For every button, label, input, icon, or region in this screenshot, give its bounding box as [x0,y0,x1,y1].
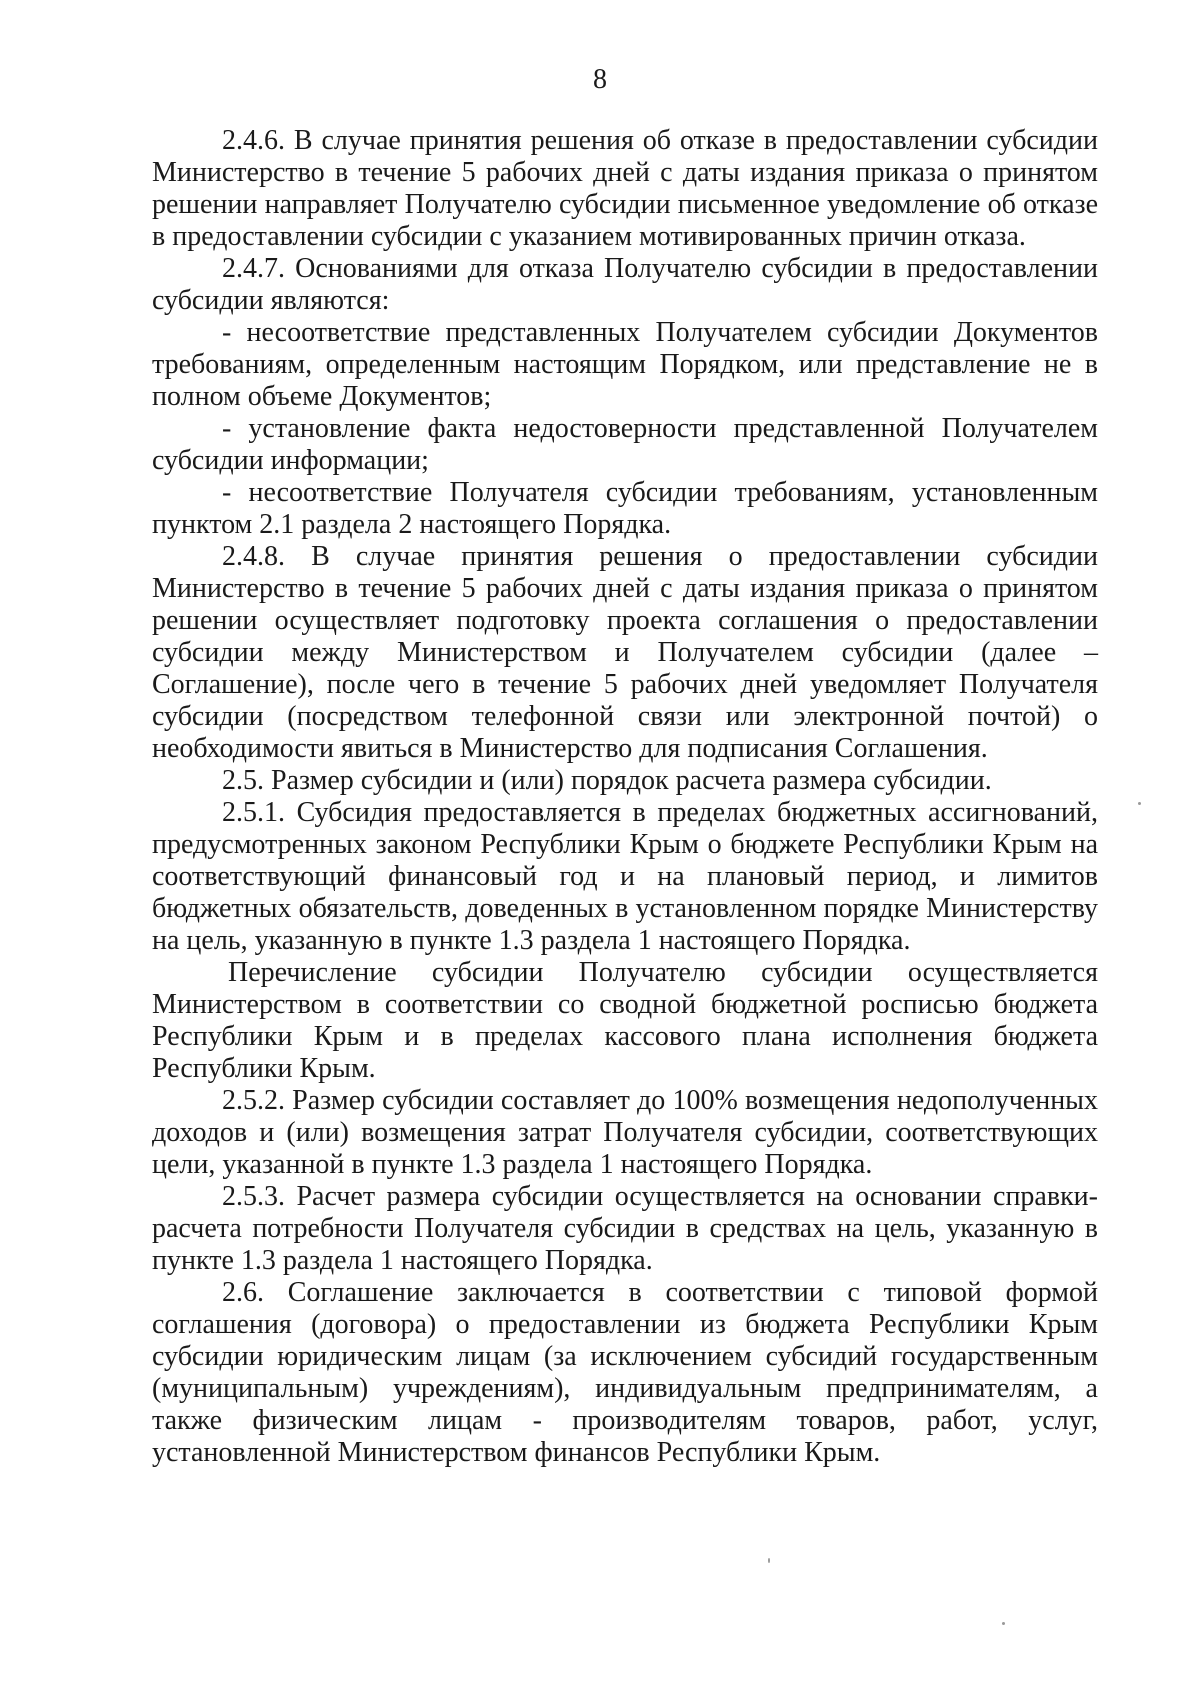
scan-speck [1138,802,1141,805]
list-item-noncompliance-requirements: - несоответствие Получателя субсидии требованиям, установленным пунктом 2.1 раздела 2 настоящего Порядка. [152,477,1098,540]
list-item-noncompliance-documents: - несоответствие представленных Получателем субсидии Документов требованиям, определенным настоящим Порядком, или представление не в полном объеме Документов; [152,317,1098,412]
paragraph-2-4-6: 2.4.6. В случае принятия решения об отказе в предоставлении субсидии Министерство в течение 5 рабочих дней с даты издания приказа о принятом решении направляет Получателю субсидии письменное уведомление об отказе в предоставлении субсидии с указанием мотивированных причин отказа. [152,125,1098,252]
scan-speck [1002,1622,1005,1625]
scan-speck [768,1558,770,1563]
page-number: 8 [593,64,607,95]
list-item-false-information: - установление факта недостоверности представленной Получателем субсидии информации; [152,413,1098,476]
paragraph-2-4-8: 2.4.8. В случае принятия решения о предоставлении субсидии Министерство в течение 5 рабочих дней с даты издания приказа о принятом решении осуществляет подготовку проекта соглашения о предоставлении субсидии между Министерством и Получателем субсидии (далее – Соглашение), после чего в течение 5 рабочих дней уведомляет Получателя субсидии (посредством телефонной связи или электронной почтой) о необходимости явиться в Министерство для подписания Соглашения. [152,541,1098,764]
paragraph-2-5-2: 2.5.2. Размер субсидии составляет до 100% возмещения недополученных доходов и (или) возмещения затрат Получателя субсидии, соответствующих цели, указанной в пункте 1.3 раздела 1 настоящего Порядка. [152,1085,1098,1180]
paragraph-2-5-3: 2.5.3. Расчет размера субсидии осуществляется на основании справки-расчета потребности Получателя субсидии в средствах на цель, указанную в пункте 1.3 раздела 1 настоящего Порядка. [152,1181,1098,1276]
paragraph-2-5-1: 2.5.1. Субсидия предоставляется в пределах бюджетных ассигнований, предусмотренных законом Республики Крым о бюджете Республики Крым на соответствующий финансовый год и на плановый период, и лимитов бюджетных обязательств, доведенных в установленном порядке Министерству на цель, указанную в пункте 1.3 раздела 1 настоящего Порядка. [152,797,1098,956]
document-body [152,125,1098,1469]
paragraph-transfer-of-subsidy: Перечисление субсидии Получателю субсидии осуществляется Министерством в соответствии со сводной бюджетной росписью бюджета Республики Крым и в пределах кассового плана исполнения бюджета Республики Крым. [152,957,1098,1084]
paragraph-2-6: 2.6. Соглашение заключается в соответствии с типовой формой соглашения (договора) о предоставлении из бюджета Республики Крым субсидии юридическим лицам (за исключением субсидий государственным (муниципальным) учреждениям), индивидуальным предпринимателям, а также физическим лицам - производителям товаров, работ, услуг, установленной Министерством финансов Республики Крым. [152,1277,1098,1468]
paragraph-2-4-7: 2.4.7. Основаниями для отказа Получателю субсидии в предоставлении субсидии являются: [152,253,1098,316]
paragraph-2-5: 2.5. Размер субсидии и (или) порядок расчета размера субсидии. [222,765,992,796]
